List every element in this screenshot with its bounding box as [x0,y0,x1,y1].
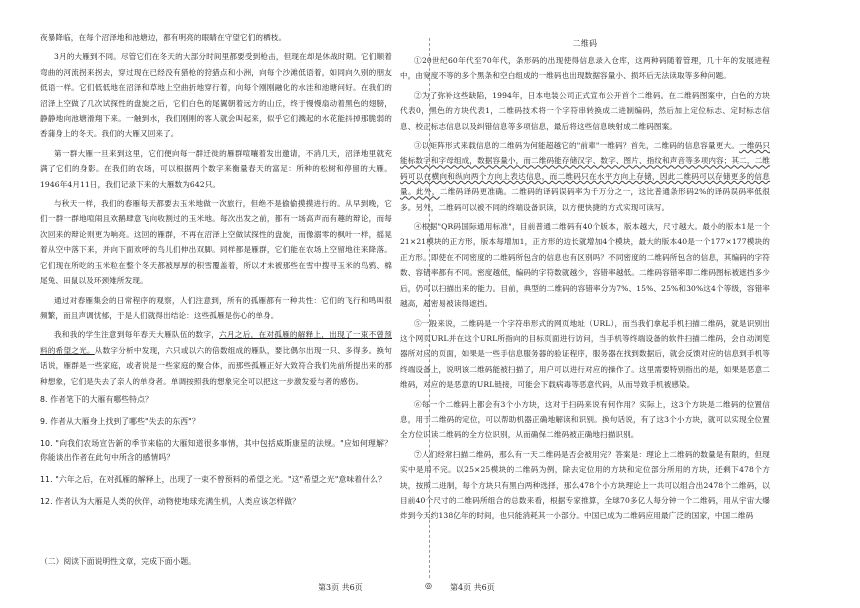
left-column [40,30,392,517]
paragraph: ⑤一般来说，二维码是一个字符串形式的网页地址（URL），而当我们拿起手机扫描二维码，就是识别出这个网页URL并在这个URL所指向的目标页面进行访问，当手机等终端设备的软件扫描二维码，会自动浏览器所对应的页面，如果是一些手信息服务器的验证程序，服务器在找到数据后，就会反馈对应的信息到手机等终端设备上，说明该二维码能被扫描了，用户可以进行对应的操作了。这里需要特别指出的是，如果是恶意二维码，对应的是恶意的URL链接，可能会下载病毒等恶意代码，从而导致手机被感染。 [400,318,770,390]
question-8: 8. 作者笔下的大雁有哪些特点？ [40,394,153,404]
page-number-right: 第4页 共6页 [450,583,495,592]
page-number-left: 第3页 共6页 [318,583,363,592]
paragraph: 与秋天一样，我们的春雁每天都要去玉米地做一次旅行，但绝不是偷偷摸摸进行的。从早到晚，它们一群一群地喧闹且欢鹅肆意飞向收割过的玉米地。每次出发之前，都有一场高声而有趣的辩论，而每次回来的辩论则更为响亮。这回的雁群，不再在沼泽上空做试探性的盘旋，而像溺零的枫叶一样，摇晃着从空中落下来，并向下面欢呼的鸟儿们伸出双脚。同样都是雁群，它们能在农场上空留地往来降落。它们现在所吃的玉米粒在整个冬天都被厚厚的积雪覆盖着，所以才未被那些在雪中搜寻玉米的鸟鸦、棉尾兔、田鼠以及环颈雉所发现。 [40,199,392,286]
wavy-underlined-text: 一维码只能标数字和字母组成，数据容量小，而二维码能存储汉字、数字、图片、指纹和声音等多项内容；其二，二维码可以在横向和纵向两个方向上表达信息，而二维码只在水平方向上存储，因此二维码可以存储更多的信息量。此外， [400,141,771,197]
paragraph: ②为了弥补这些缺陷，1994年，日本电装公司正式宣布公开首个二维码。在二维码图案中，白色的方块代表0，黑色的方块代表1，二维码技术将一个字符串转换成二进制编码，然后加上定位标志、定时标志信息、校正标志信息以及纠错信息等多项信息，最后将这些信息映射成二维码图案。 [400,90,770,131]
paragraph-with-underline [40,327,392,389]
paragraph: ④根据"QR码国际通用标准"，目前普通二维码有40个版本，版本越大，尺寸越大。最小的版本1是一个21×21模块的正方形，版本每增加1，正方形的边长就增加4个模块，最大的版本40是一个177×177模块的正方形。即使在不同密度的二维码所包含的信息也有区别吗？不同密度的二维码所包含的信息，其编码的字符数、容错率都有不同。密度越低，编码的字符数就越少，容错率越低。二维码容错率即二维码图标被遮挡多少后，仍可以扫描出来的能力。目前，典型的二维码的容错率分为7%、15%、25%和30%这4个等级，容错率越高，超密易被读得遮挡。 [400,222,770,309]
right-column [400,36,770,528]
paragraph-text: 从数字分析中发现，六只或以六的倍数组成的雁队，要比偶尔出现一只、多得多。换句话说，雁群是一些家庭，或者说是一些家庭的聚合体，而那些孤雁正好大致符合我们先前所提出来的那种想象，它们是失去了亲人的单身者。单调按照我的想象完全可以把这一步激发爱与者的感伤。 [40,345,393,386]
underlined-sentence: 六月之后，在对孤雁的解释上，出现了一束不曾预料的希望之光。 [40,330,392,355]
paragraph: ⑦人们经常扫描二维码，那么有一天二维码是否会被用完？答案是：理论上二维码的数量是有限的，但现实中是用不完。以25×25模块的二维码为例，除去定位用的方块和定位部分所用的方块，还剩下478个方块，按照二进制，每个方块只有黑白两种选择，那么478个小方块理论上一共可以组合出2478个二维码，以目前40个尺寸的二维码所组合的总数来看，根据专家推算，全球70多亿人每分钟一个二维码，用从宇宙大爆炸到今天约138亿年的时间，也只能消耗其一小部分。中国已成为二维码应用最广泛的国家，中国二维码 [400,449,770,521]
paragraph: ⑥每一个二维码上都会有3个小方块，这对于扫码来说有何作用？实际上，这3个方块是二维码的位置信息，用于二维码的定位，可以帮助机器正确地解读和识别。换句话说，有了这3个小方块，就可以实现全位置全方位识读二维码的全方位识别，从而确保二维码被正确地扫描识别。 [400,399,770,440]
question-9: 9. 作者从大雁身上找到了哪些"失去的东西"？ [40,416,200,426]
paragraph: 通过对春雁集会的日常程序的观察，人们注意到，所有的孤雁都有一种共性：它们的飞行和鸣叫很频繁，而且声调忧郁，于是人们就得出结论：这些孤雁是伤心的单身。 [40,295,392,320]
paragraph: 第一群大雁一旦来到这里，它们便向每一群迁徙的雁群喧嚷着发出邀请，不消几天，沼泽地里就充满了它们的身影。在我们的农场，可以根据两个数字来衡量春天的富足：所种的松树和停留的大雁。1946年4月11日，我们记录下来的大雁数为642只。 [40,148,392,189]
paragraph-text: 我和我的学生注意到每年春天大雁队伍的数字， [54,330,220,340]
paragraph: 夜暴降临，在每个沼泽地和池塘边，都有明亮的眼睛在守望它们的栖枝。 [40,33,287,42]
question-11: 11. "六年之后，在对孤雁的解释上，出现了一束不曾预料的希望之光。"这"希望之光"意味着什么？ [40,474,386,484]
paragraph-text: 二维码译码更准确。二维码的译码误码率为千万分之一，这比普通条形码2%的译码误码率低很多。另外，二维码可以被不同的终端设备识读，以方便快捷的方式实现可读写。 [400,187,770,212]
section-heading: （二）阅读下面说明性文章，完成下面小题。 [40,557,196,566]
paragraph: ①20世纪60年代至70年代，条形码的出现使得信息录入仓库，这两种码随着管理，几十年的发展进程中，由宽度不等的多个黑条和空白组成的一维码也出现数据容量小、损坏后无法读取等多种问题。 [400,56,770,81]
paragraph-text: ③以矩阵形式来载信息的二维码为何能超越它的"前辈"一维码？首先，二维码的信息容量更大。 [414,141,740,151]
question-10: 10. "向我们农场宣告新的季节来临的大雁知道很多事情，其中包括威斯康星的法规。"应如何理解？你能谈出作者在此句中所含的感情吗？ [40,438,392,462]
paragraph-with-wavy [400,138,770,215]
paragraph: 3月的大雁到不同。尽管它们在冬天的大部分时间里都要受到枪击，但现在却是休战时期。它们顺着弯曲的河流拐来拐去，穿过现在已经没有猎枪的狩猎点和小洲，向每个沙滩低语着，如同向久别的朋友低语一样。它们低低地在沼泽和草地上空曲折地穿行着，向每个刚刚融化的水洼和池塘问好。在我们的沼泽上空做了几次试探性的盘旋之后，它们白色的尾翼朝着远方的山丘，终于慢慢扇动着黑色的翅膀，静静地向池塘滑翔下来。一触到水，我们刚刚的客人就会叫起来，似乎它们溅起的水花能抖掉那脆弱的香蒲身上的冬天。我们的大雁又回来了。 [40,52,392,139]
binding-mark-icon: ◎ [425,581,432,590]
article-title: 二维码 [572,39,598,48]
question-list [40,393,392,509]
question-12: 12. 作者认为大雁是人类的伙伴，动物使地球充满生机，人类应该怎样做？ [40,496,301,506]
